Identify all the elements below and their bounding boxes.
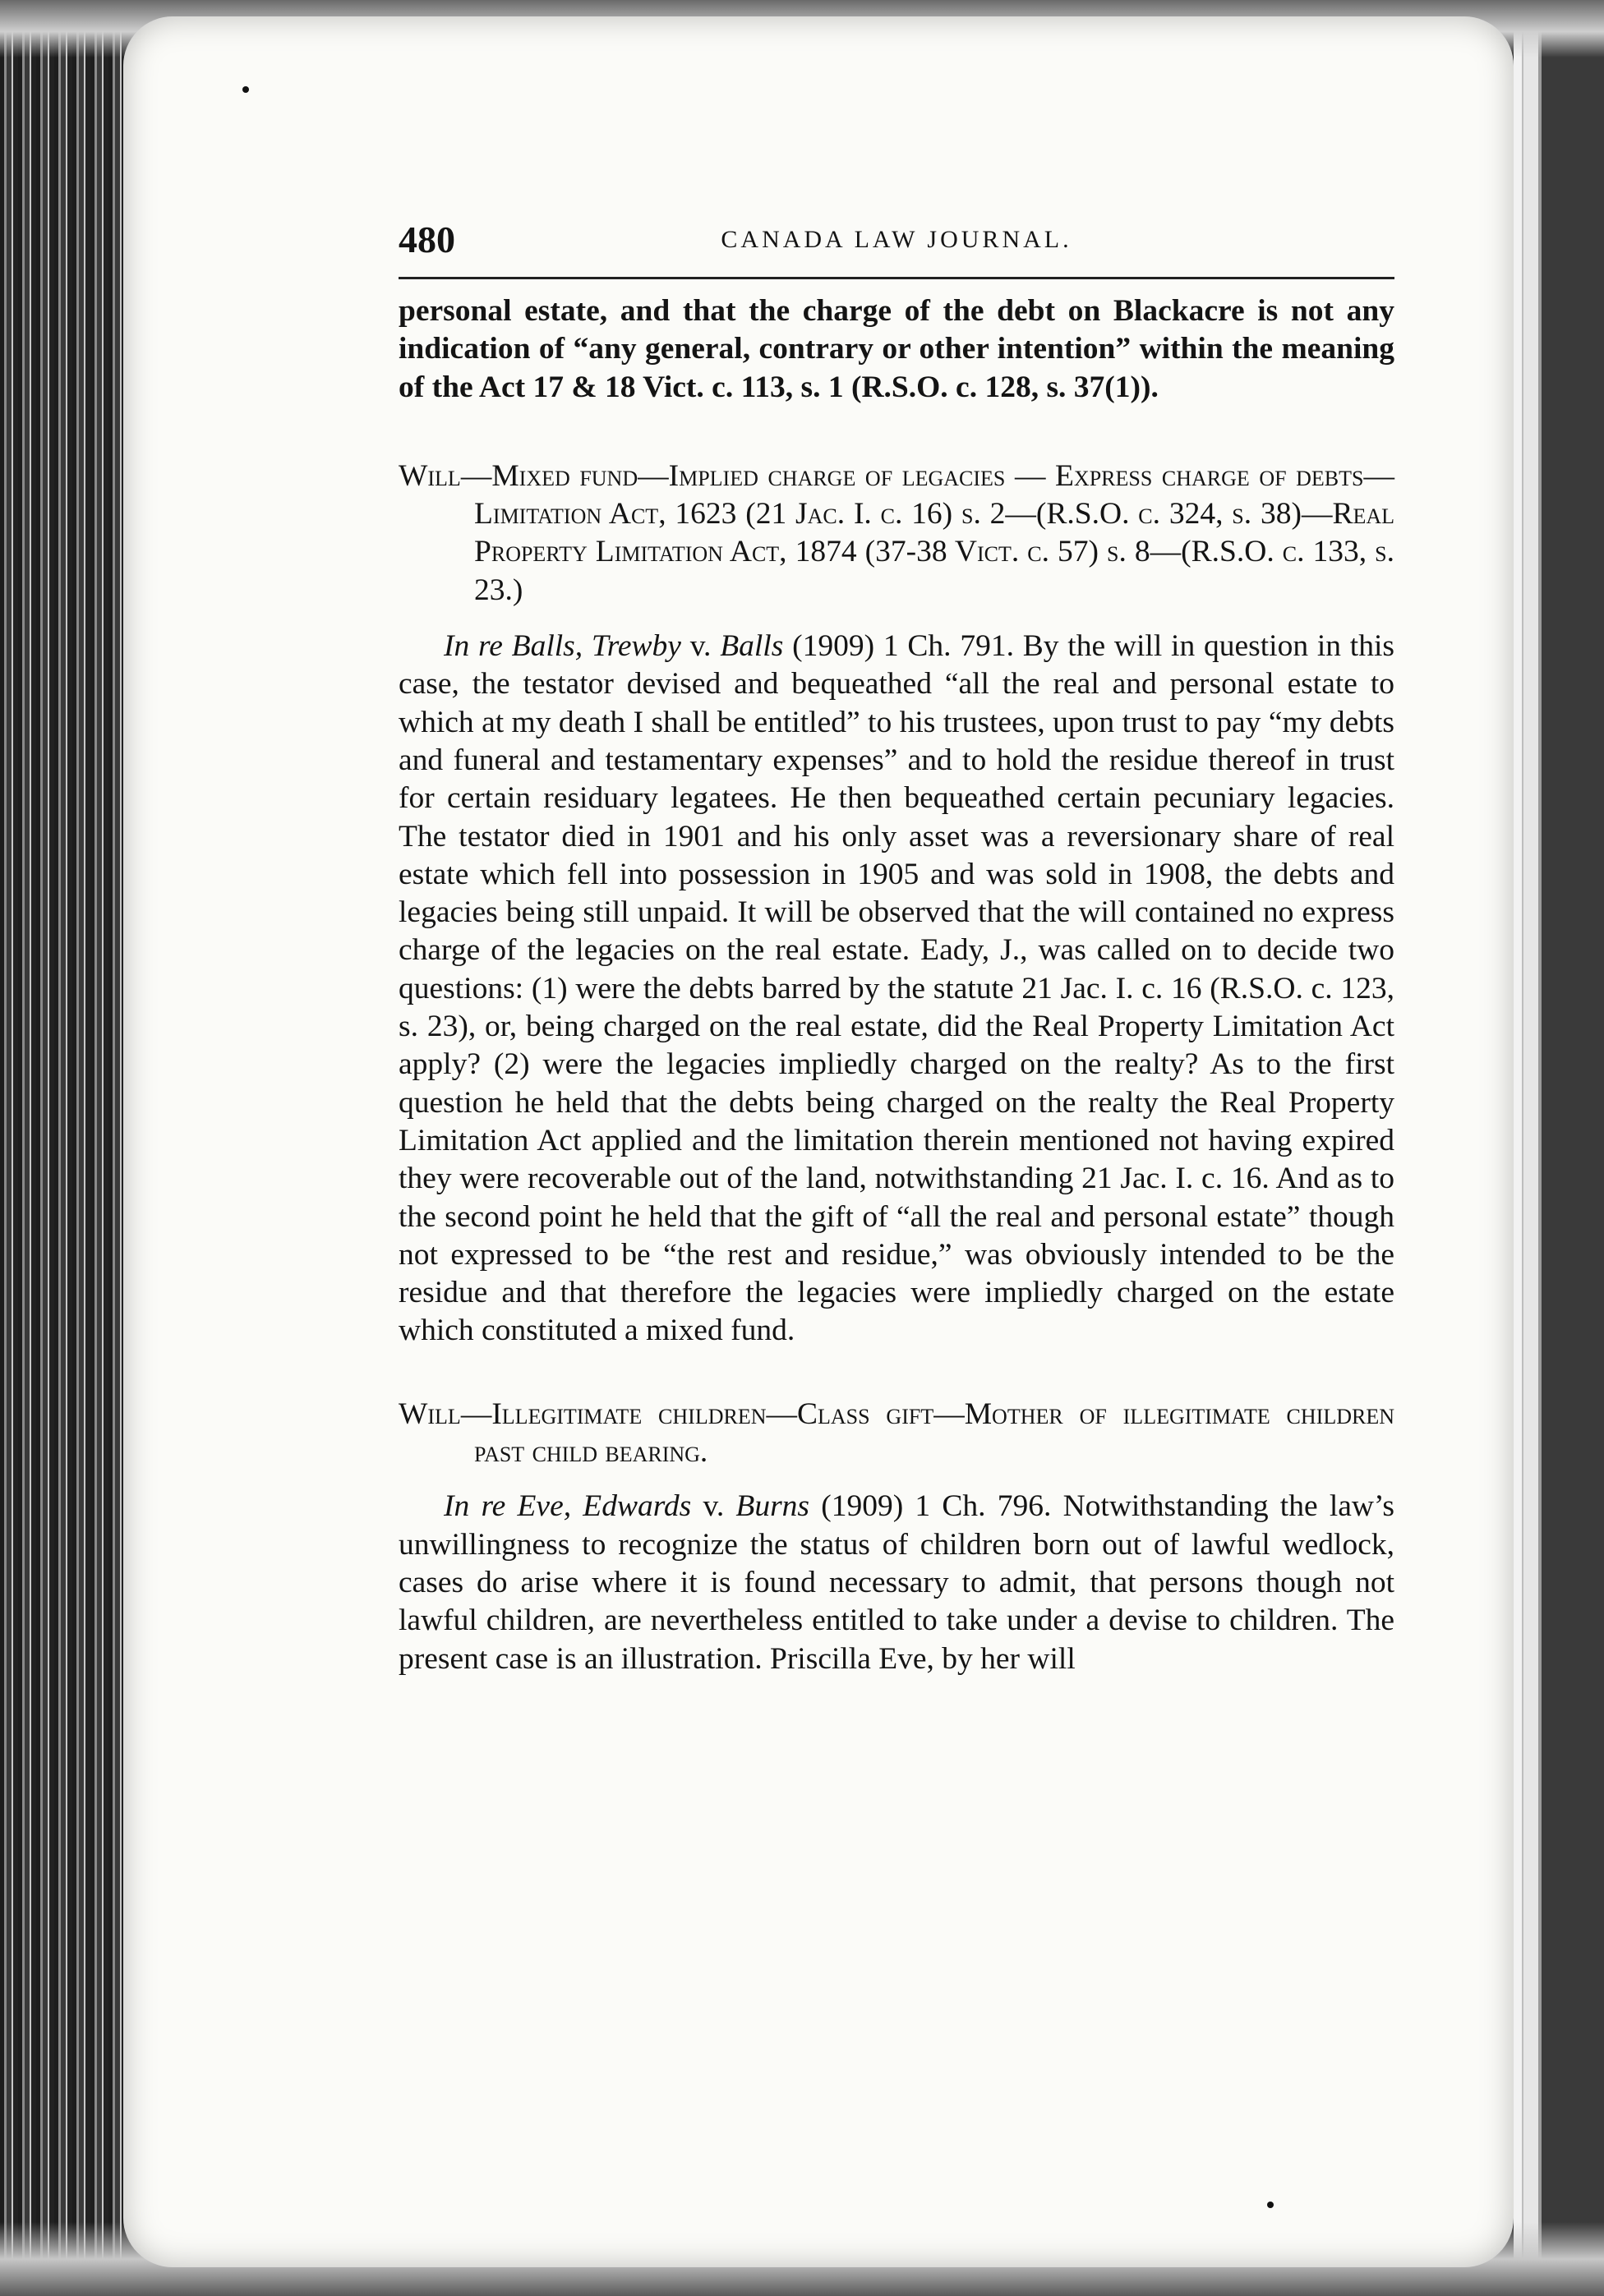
page-content bbox=[399, 218, 1394, 1678]
section-heading-illegitimate-children: Will—Illegitimate children—Class gift—Mother of illegitimate children past child bearing. bbox=[399, 1396, 1394, 1470]
ink-speck bbox=[1267, 2202, 1274, 2208]
case-name: In re Eve, Edwards bbox=[444, 1489, 692, 1524]
continuation-paragraph: personal estate, and that the charge of the debt on Blackacre is not any indication of “any general, contrary or other intention” within the meaning of the Act 17 & 18 Vict. c. 113, s. 1 (R.S.O. c. 128, s. 37(1)). bbox=[399, 294, 1394, 404]
case-paragraph-eve bbox=[399, 1488, 1394, 1677]
scan-border-left bbox=[0, 0, 123, 2296]
page-header bbox=[399, 218, 1394, 279]
case-connector: v. bbox=[680, 629, 721, 664]
case-paragraph-balls bbox=[399, 628, 1394, 1350]
ink-speck bbox=[242, 86, 249, 93]
case-party: Balls bbox=[720, 629, 784, 664]
running-head: CANADA LAW JOURNAL. bbox=[721, 226, 1072, 253]
case-text: (1909) 1 Ch. 796. Notwithstanding the law’s unwillingness to recognize the status of children born out of lawful wedlock, cases do arise where it is found necessary to admit, that persons though not lawful children, are nevertheless entitled to take under a devise to children. The present case is an illustration. Priscilla Eve, by her will bbox=[399, 1489, 1394, 1676]
case-name: In re Balls, Trewby bbox=[444, 629, 681, 664]
case-text: (1909) 1 Ch. 791. By the will in question in this case, the testator devised and bequeathed “all the real and personal estate to which at my death I shall be entitled” to his trustees, upon trust to pay “my debts and funeral and testamentary expenses” and to hold the residue thereof in trust for certain residuary legatees. He then bequeathed certain pecuniary legacies. The testator died in 1901 and his only asset was a reversionary share of real estate which fell into possession in 1905 and was sold in 1908, the debts and legacies being still unpaid. It will be observed that the will contained no express charge of the legacies on the real estate. Eady, J., was called on to decide two questions: (1) were the debts barred by the statute 21 Jac. I. c. 16 (R.S.O. c. 123, s. 23), or, being charged on the real estate, did the Real Property Limitation Act apply? (2) were the legacies impliedly charged on the realty? As to the first question he held that the debts being charged on the realty the Real Property Limitation Act applied and the limitation therein mentioned not having expired they were recoverable out of the land, notwithstanding 21 Jac. I. c. 16. And as to the second point he held that the gift of “all the real and personal estate” though not expressed to be “the rest and residue,” was obviously intended to be the residue and that therefore the legacies were impliedly charged on the estate which constituted a mixed fund. bbox=[399, 629, 1394, 1348]
case-party: Burns bbox=[735, 1489, 810, 1524]
case-connector: v. bbox=[691, 1489, 736, 1524]
page-number: 480 bbox=[399, 219, 455, 260]
section-heading-mixed-fund: Will—Mixed fund—Implied charge of legacies — Express charge of debts—Limitation Act, 1623 (21 Jac. I. c. 16) s. 2—(R.S.O. c. 324, s. 38)—Real Property Limitation Act, 1874 (37-38 Vict. c. 57) s. 8—(R.S.O. c. 133, s. 23.) bbox=[399, 458, 1394, 607]
scan-border-right bbox=[1514, 0, 1604, 2296]
